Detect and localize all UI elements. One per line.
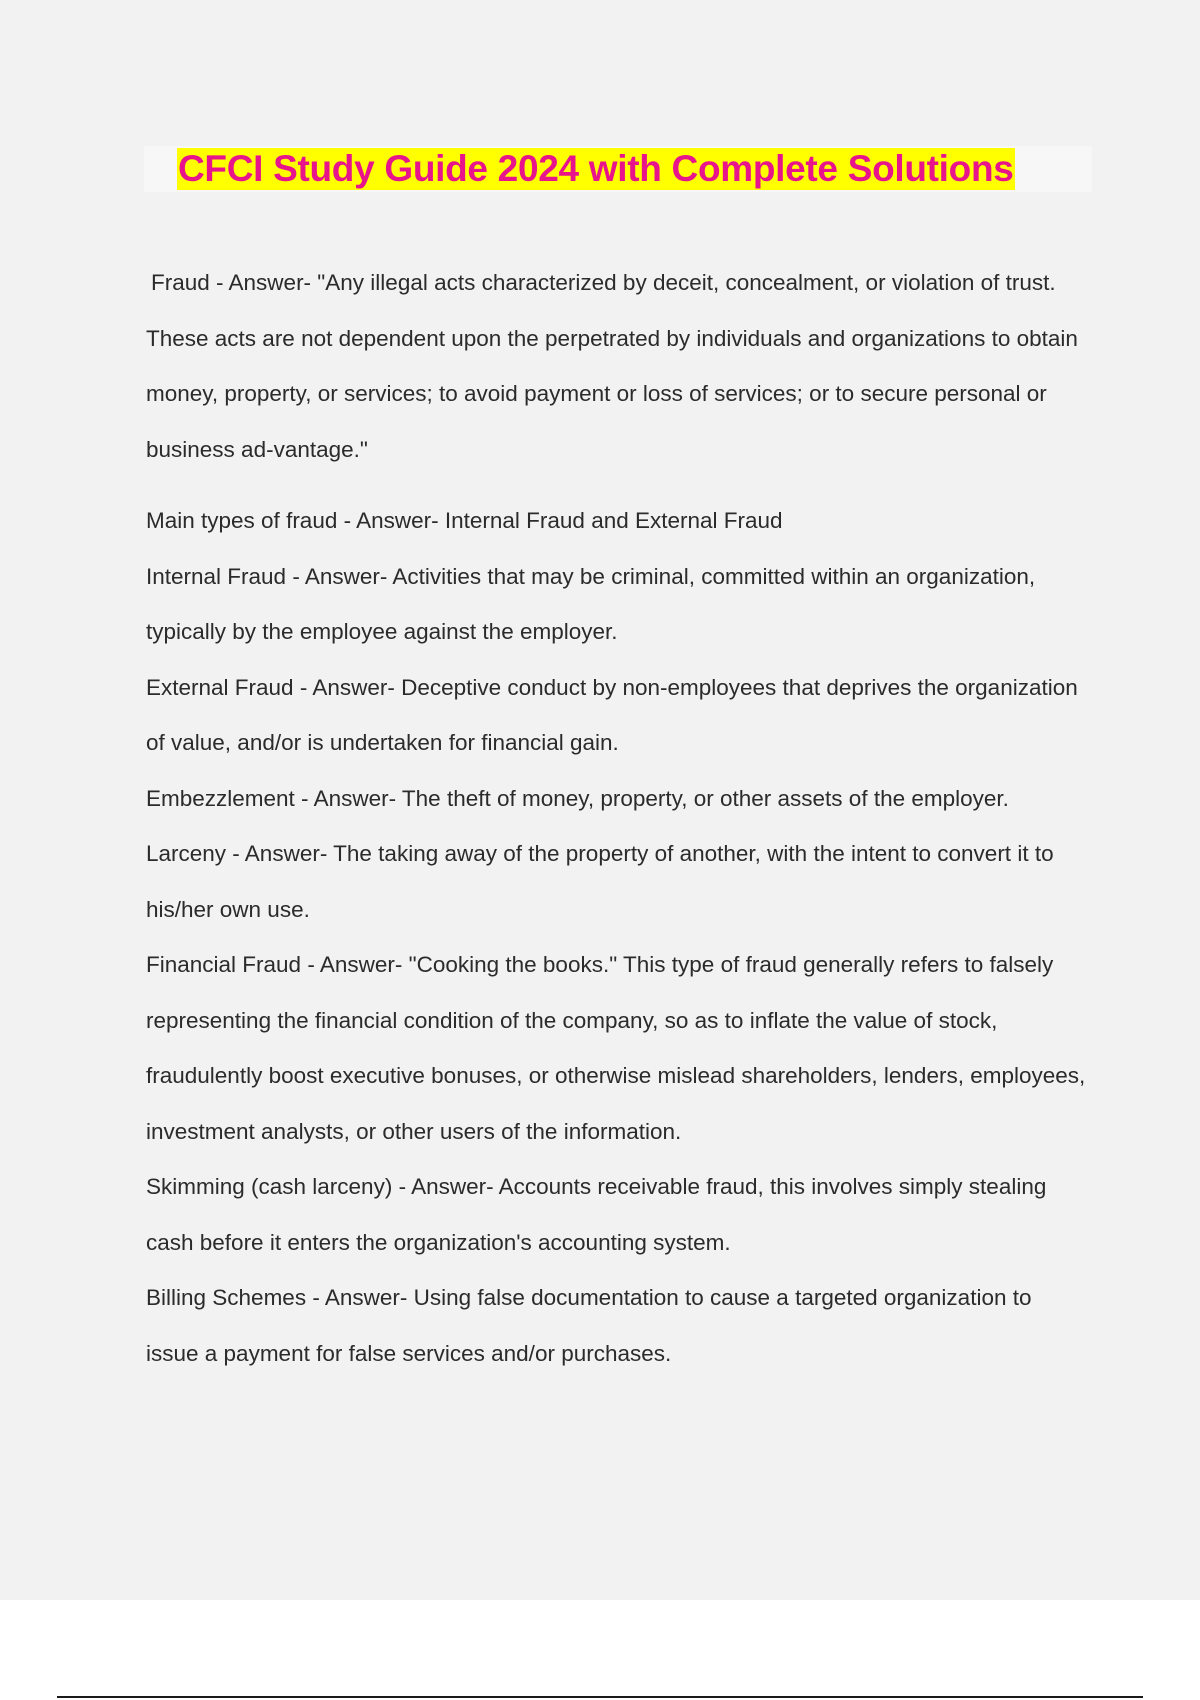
qa-entry-billing-schemes: Billing Schemes - Answer- Using false documentation to cause a targeted organization to issue a payment for false services and/or purchases. [146,1285,1032,1366]
qa-list [146,255,1086,1381]
qa-entry-external-fraud: External Fraud - Answer- Deceptive conduct by non-employees that deprives the organization of value, and/or is undertaken for financial gain. [146,674,1078,755]
qa-entry-internal-fraud: Internal Fraud - Answer- Activities that may be criminal, committed within an organization, typically by the employee against the employer. [146,563,1036,644]
qa-entry-fraud: Fraud - Answer- "Any illegal acts characterized by deceit, concealment, or violation of trust. These acts are not dependent upon the perpetrated by individuals and organizations to obtain money, property, or services; to avoid payment or loss of services; or to secure personal or business ad-vantage." [146,270,1078,462]
qa-entry-skimming: Skimming (cash larceny) - Answer- Accounts receivable fraud, this involves simply stealing cash before it enters the organization's accounting system. [146,1174,1047,1255]
document-title: CFCI Study Guide 2024 with Complete Solutions [178,148,1014,189]
qa-entry-main-types: Main types of fraud - Answer- Internal Fraud and External Fraud [146,508,783,533]
footer-divider [57,1696,1143,1698]
qa-entry-financial-fraud: Financial Fraud - Answer- "Cooking the books." This type of fraud generally refers to falsely representing the financial condition of the company, so as to inflate the value of stock, fraudulently boost executive bonuses, or otherwise mislead shareholders, lenders, employees, investment analysts, or other users of the information. [146,952,1086,1144]
qa-entry-embezzlement: Embezzlement - Answer- The theft of money, property, or other assets of the employer. [146,785,1009,811]
qa-entry-larceny: Larceny - Answer- The taking away of the property of another, with the intent to convert it to his/her own use. [146,841,1054,922]
